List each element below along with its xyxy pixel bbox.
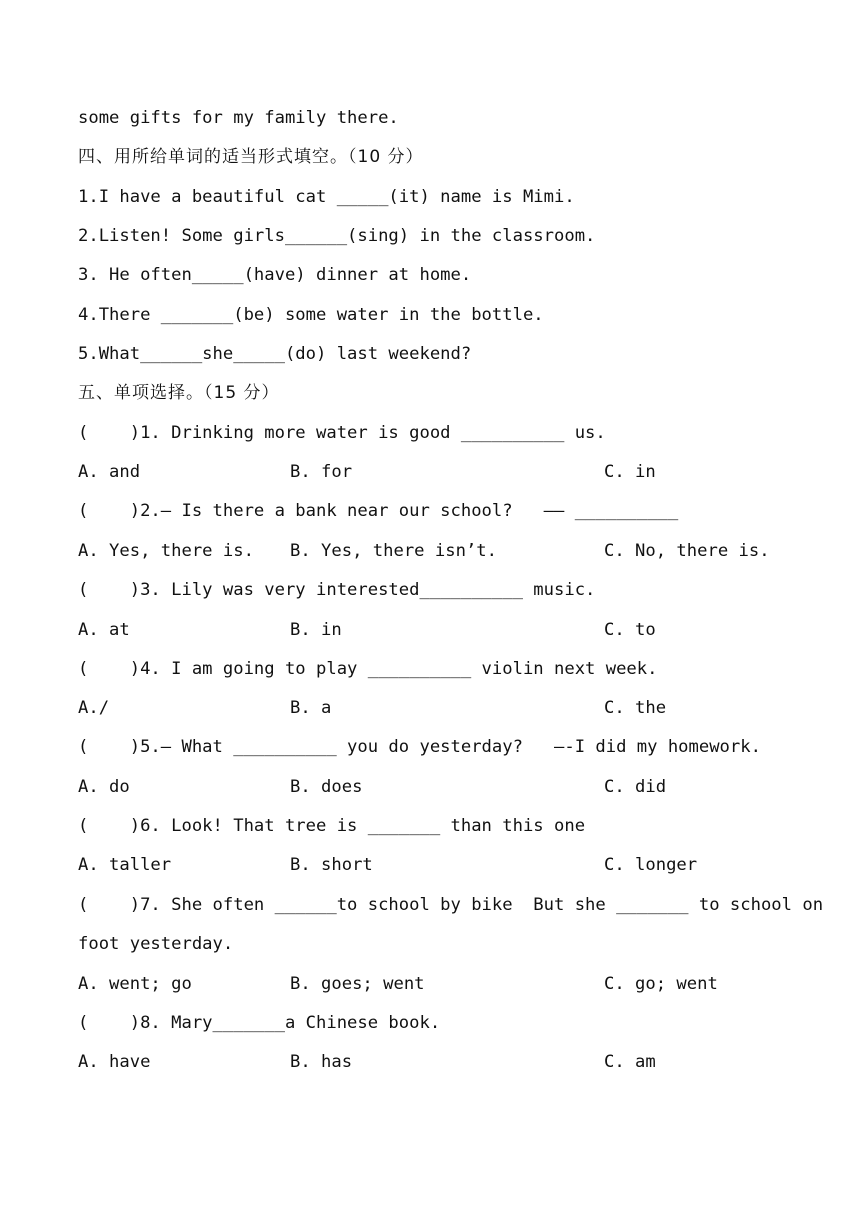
question-5-option-c: C. did — [604, 777, 667, 797]
question-4-stem: ( )4. I am going to play __________ violin next week. — [78, 659, 658, 679]
question-8-option-b: B. has — [290, 1052, 353, 1072]
question-8-option-a: A. have — [78, 1052, 151, 1072]
fill-blank-item-5: 5.What______she_____(do) last weekend? — [78, 344, 472, 364]
question-1-stem: ( )1. Drinking more water is good __________ us. — [78, 423, 606, 443]
section5-title: 五、单项选择。（15 分） — [78, 383, 280, 403]
question-4-option-a: A./ — [78, 698, 110, 718]
question-7-stem: ( )7. She often ______to school by bike But she _______ to school on — [78, 895, 824, 915]
question-7-option-c: C. go; went — [604, 974, 718, 994]
question-7-option-b: B. goes; went — [290, 974, 425, 994]
question-3-option-c: C. to — [604, 620, 656, 640]
question-8-stem: ( )8. Mary_______a Chinese book. — [78, 1013, 441, 1033]
question-7-stem-continued: foot yesterday. — [78, 934, 234, 954]
question-6-option-c: C. longer — [604, 855, 698, 875]
question-6-stem: ( )6. Look! That tree is _______ than this one — [78, 816, 586, 836]
question-2-stem: ( )2.— Is there a bank near our school? —— __________ — [78, 501, 679, 521]
question-5-option-b: B. does — [290, 777, 363, 797]
question-4-option-b: B. a — [290, 698, 332, 718]
question-1-option-c: C. in — [604, 462, 656, 482]
question-4-option-c: C. the — [604, 698, 667, 718]
continuation-text: some gifts for my family there. — [78, 108, 399, 128]
question-3-option-a: A. at — [78, 620, 130, 640]
section4-title: 四、用所给单词的适当形式填空。（10 分） — [78, 147, 424, 167]
question-1-option-b: B. for — [290, 462, 353, 482]
question-2-option-c: C. No, there is. — [604, 541, 770, 561]
fill-blank-item-1: 1.I have a beautiful cat _____(it) name is Mimi. — [78, 187, 575, 207]
question-6-option-b: B. short — [290, 855, 373, 875]
question-7-option-a: A. went; go — [78, 974, 192, 994]
question-3-stem: ( )3. Lily was very interested__________ music. — [78, 580, 596, 600]
question-5-option-a: A. do — [78, 777, 130, 797]
question-3-option-b: B. in — [290, 620, 342, 640]
fill-blank-item-4: 4.There _______(be) some water in the bottle. — [78, 305, 544, 325]
fill-blank-item-2: 2.Listen! Some girls______(sing) in the classroom. — [78, 226, 596, 246]
question-2-option-a: A. Yes, there is. — [78, 541, 254, 561]
question-6-option-a: A. taller — [78, 855, 172, 875]
question-5-stem: ( )5.— What __________ you do yesterday? —-I did my homework. — [78, 737, 761, 757]
question-8-option-c: C. am — [604, 1052, 656, 1072]
question-2-option-b: B. Yes, there isn’t. — [290, 541, 497, 561]
question-1-option-a: A. and — [78, 462, 141, 482]
fill-blank-item-3: 3. He often_____(have) dinner at home. — [78, 265, 472, 285]
